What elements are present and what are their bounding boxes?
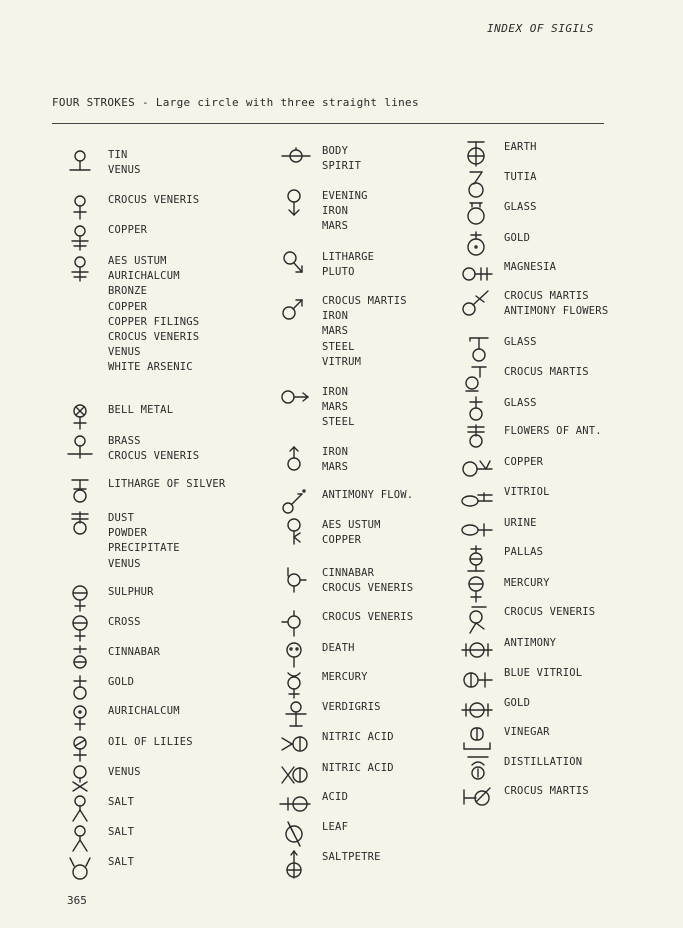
- entry-name: GLASS: [504, 397, 537, 409]
- circle-k-sigil-icon: [280, 518, 312, 548]
- double-bar-circle-sigil-icon: [66, 511, 98, 541]
- entry-name: IRON: [322, 310, 349, 323]
- entry-names: [108, 434, 199, 464]
- entry-names: [504, 260, 556, 275]
- dotted-venus-sigil-icon: [66, 704, 98, 734]
- entry-name: COPPER: [504, 456, 544, 468]
- oval-cross-sigil-icon: [462, 516, 494, 546]
- entry-names: [108, 511, 180, 572]
- entry-name: URINE: [504, 517, 537, 529]
- entry-name: ACID: [322, 791, 349, 803]
- entry-names: [504, 396, 537, 411]
- entry-names: [504, 289, 608, 319]
- entry-name: EVENING: [322, 190, 368, 202]
- entry-names: [504, 455, 543, 470]
- entry-name: DISTILLATION: [504, 756, 583, 768]
- slashed-circle-cross-sigil-icon: [66, 735, 98, 765]
- entry-names: [322, 144, 361, 174]
- venus-double-cross-sigil-icon: [66, 223, 98, 253]
- entry-names: [322, 850, 381, 865]
- entry-names: [322, 670, 368, 685]
- entry-name: COPPER: [322, 534, 362, 547]
- entry-names: [108, 477, 225, 492]
- entry-name: SULPHUR: [108, 586, 154, 598]
- entry-names: [322, 385, 355, 431]
- entry-names: [322, 790, 348, 805]
- entry-name: COPPER FILINGS: [108, 315, 200, 328]
- circle-up-arrow-sigil-icon: [280, 445, 312, 475]
- entry-name: BRASS: [108, 435, 141, 447]
- page-number: 365: [67, 894, 87, 907]
- circle-bar-cross-sigil-icon: [462, 666, 494, 696]
- circle-v-sigil-icon: [462, 455, 494, 485]
- circle-legs-sigil-icon: [66, 795, 98, 825]
- entry-names: [322, 761, 394, 776]
- entry-name: STEEL: [322, 416, 355, 429]
- entry-names: [322, 641, 355, 656]
- entry-names: [504, 605, 595, 620]
- entry-name: CROCUS VENERIS: [108, 194, 200, 206]
- entry-name: COPPER: [108, 224, 148, 236]
- bar-ended-circle-sigil-icon: [462, 636, 494, 666]
- entry-name: LITHARGE: [322, 251, 375, 263]
- entry-name: CROCUS MARTIS: [322, 295, 407, 307]
- entry-name: STEEL: [322, 340, 355, 353]
- entry-names: [504, 485, 550, 500]
- entry-name: VENUS: [108, 557, 141, 570]
- barred-circle-cross-sigil-icon: [66, 585, 98, 615]
- entry-name: IRON: [322, 446, 349, 458]
- entry-name: CROCUS VENERIS: [108, 331, 200, 344]
- entry-name: AURICHALCUM: [108, 270, 180, 283]
- entry-names: [322, 610, 413, 625]
- entry-name: WHITE ARSENIC: [108, 361, 193, 374]
- circle-double-bar-sigil-icon: [462, 260, 494, 290]
- entry-names: [108, 825, 134, 840]
- entry-names: [322, 488, 413, 503]
- entry-name: EARTH: [504, 141, 537, 153]
- entry-name: LEAF: [322, 821, 349, 833]
- entry-name: PRECIPITATE: [108, 542, 180, 555]
- entry-name: POWDER: [108, 527, 148, 540]
- entry-name: CINNABAR: [108, 646, 161, 658]
- cross-over-circle-sigil-icon: [66, 675, 98, 705]
- verdigris-sigil-icon: [280, 700, 312, 730]
- distillation-sigil-icon: [462, 755, 494, 785]
- entry-name: SPIRIT: [322, 160, 362, 173]
- entry-names: [108, 735, 193, 750]
- entry-name: VENUS: [108, 766, 141, 778]
- entry-name: DEATH: [322, 642, 355, 654]
- entry-name: AES USTUM: [108, 255, 167, 267]
- entry-name: VENUS: [108, 164, 141, 177]
- entry-name: VENUS: [108, 346, 141, 359]
- crossed-circle-cross-sigil-icon: [66, 403, 98, 433]
- entry-name: VITRUM: [322, 355, 362, 368]
- entry-name: SALT: [108, 826, 135, 838]
- entry-name: DUST: [108, 512, 135, 524]
- circle-diagonal-cross-sigil-icon: [462, 289, 494, 319]
- entry-names: [322, 730, 394, 745]
- entry-name: CROCUS VENERIS: [322, 582, 414, 595]
- circle-side-bar-sigil-icon: [280, 610, 312, 640]
- entry-name: FLOWERS OF ANT.: [504, 425, 602, 437]
- entry-name: SALT: [108, 796, 135, 808]
- entry-names: [322, 189, 368, 235]
- entry-name: CROCUS MARTIS: [504, 785, 589, 797]
- bar-ended-circle-sigil-icon: [462, 696, 494, 726]
- entry-name: TUTIA: [504, 171, 537, 183]
- double-bar-circle-sigil-icon: [462, 424, 494, 454]
- venus-long-base-sigil-icon: [66, 434, 98, 464]
- circle-legs-sigil-icon: [66, 825, 98, 855]
- entry-name: NITRIC ACID: [322, 762, 394, 774]
- entry-name: IRON: [322, 386, 349, 398]
- entry-name: BLUE VITRIOL: [504, 667, 583, 679]
- entry-names: [504, 696, 530, 711]
- entry-name: VERDIGRIS: [322, 701, 381, 713]
- venus-bar-sigil-icon: [66, 148, 98, 178]
- entry-name: BRONZE: [108, 285, 148, 298]
- entry-names: [322, 700, 381, 715]
- running-header: INDEX OF SIGILS: [487, 22, 594, 35]
- entry-names: [504, 170, 537, 185]
- entry-names: [504, 725, 550, 740]
- entry-name: PALLAS: [504, 546, 544, 558]
- entry-name: CROCUS VENERIS: [322, 611, 414, 623]
- venus-double-cross-sigil-icon: [66, 254, 98, 284]
- entry-names: [322, 820, 348, 835]
- earth-sigil-icon: [462, 140, 494, 170]
- entry-names: [504, 636, 556, 651]
- cross-barred-circle-sigil-icon: [280, 790, 312, 820]
- entry-name: MERCURY: [322, 671, 368, 683]
- entry-name: CROCUS VENERIS: [108, 450, 200, 463]
- venus-cross-sigil-icon: [66, 193, 98, 223]
- entry-name: SALTPETRE: [322, 851, 381, 863]
- entry-names: [504, 424, 602, 439]
- entry-name: AURICHALCUM: [108, 705, 180, 717]
- entry-name: GLASS: [504, 201, 537, 213]
- entry-name: MARS: [322, 220, 349, 233]
- entry-name: TIN: [108, 149, 128, 161]
- entry-name: MAGNESIA: [504, 261, 557, 273]
- entry-name: ANTIMONY: [504, 637, 557, 649]
- entry-name: MARS: [322, 325, 349, 338]
- entry-name: NITRIC ACID: [322, 731, 394, 743]
- entry-name: OIL OF LILIES: [108, 736, 193, 748]
- section-rule: [52, 123, 604, 124]
- entry-name: PLUTO: [322, 266, 355, 279]
- bar-over-barred-circle-sigil-icon: [66, 645, 98, 675]
- entry-names: [108, 795, 134, 810]
- entry-name: BODY: [322, 145, 349, 157]
- angle-circle-sigil-icon: [280, 730, 312, 760]
- tutia-sigil-icon: [462, 170, 494, 200]
- entry-names: [108, 645, 160, 660]
- oval-double-cross-sigil-icon: [462, 485, 494, 515]
- entry-names: [504, 516, 537, 531]
- leaf-circle-sigil-icon: [280, 820, 312, 850]
- entry-names: [108, 148, 141, 178]
- entry-names: [108, 254, 199, 376]
- entry-names: [108, 403, 173, 418]
- entry-names: [504, 755, 582, 770]
- entry-names: [504, 545, 543, 560]
- entry-name: GLASS: [504, 336, 537, 348]
- entry-name: ANTIMONY FLOW.: [322, 489, 414, 501]
- entry-name: GOLD: [108, 676, 135, 688]
- entry-name: BELL METAL: [108, 404, 174, 416]
- entry-names: [108, 193, 199, 208]
- eared-circle-sigil-icon: [462, 200, 494, 230]
- x-circle-sigil-icon: [66, 765, 98, 795]
- entry-name: GOLD: [504, 697, 531, 709]
- mercury-sigil-icon: [280, 670, 312, 700]
- entry-names: [322, 250, 374, 280]
- entry-names: [504, 784, 589, 799]
- entry-names: [504, 140, 537, 155]
- circle-right-arrow-sigil-icon: [280, 385, 312, 415]
- mars-sigil-icon: [280, 294, 312, 324]
- barred-circle-cross-sigil-icon: [462, 576, 494, 606]
- horned-circle-sigil-icon: [66, 855, 98, 885]
- entry-names: [504, 200, 537, 215]
- entry-name: CINNABAR: [322, 567, 375, 579]
- entry-name: VINEGAR: [504, 726, 550, 738]
- entry-name: VITRIOL: [504, 486, 550, 498]
- entry-name: SALT: [108, 856, 135, 868]
- mars-dot-sigil-icon: [280, 488, 312, 518]
- entry-name: AES USTUM: [322, 519, 381, 531]
- entry-names: [108, 223, 147, 238]
- circle-hook-sigil-icon: [280, 566, 312, 596]
- entry-names: [322, 518, 381, 548]
- barred-circle-cross-sigil-icon: [66, 615, 98, 645]
- entry-names: [504, 231, 530, 246]
- vinegar-sigil-icon: [462, 725, 494, 755]
- x-barred-circle-sigil-icon: [280, 761, 312, 791]
- bar-t-circle-sigil-icon: [66, 477, 98, 507]
- circle-slant-stem-sigil-icon: [462, 605, 494, 635]
- entry-name: MERCURY: [504, 577, 550, 589]
- entry-name: ANTIMONY FLOWERS: [504, 305, 609, 318]
- section-heading: FOUR STROKES - Large circle with three straight lines: [52, 96, 419, 109]
- entry-names: [504, 335, 537, 350]
- hooked-cross-circle-sigil-icon: [462, 335, 494, 365]
- face-circle-sigil-icon: [280, 641, 312, 671]
- entry-names: [322, 566, 413, 596]
- entry-name: GOLD: [504, 232, 531, 244]
- entry-name: LITHARGE OF SILVER: [108, 478, 226, 490]
- entry-name: CROCUS MARTIS: [504, 366, 589, 378]
- cross-over-circle-sigil-icon: [462, 396, 494, 426]
- entry-names: [108, 855, 134, 870]
- entry-names: [108, 675, 134, 690]
- entry-name: CROCUS MARTIS: [504, 290, 589, 302]
- arrow-barred-circle-sigil-icon: [280, 850, 312, 880]
- slanted-barred-circle-sigil-icon: [462, 784, 494, 814]
- entry-names: [108, 765, 141, 780]
- entry-name: MARS: [322, 401, 349, 414]
- entry-name: CROCUS VENERIS: [504, 606, 596, 618]
- bar-through-circle-sigil-icon: [280, 144, 312, 174]
- circle-arrow-down-sigil-icon: [280, 189, 312, 219]
- entry-names: [504, 576, 550, 591]
- entry-name: CROSS: [108, 616, 141, 628]
- entry-name: IRON: [322, 205, 349, 218]
- entry-names: [504, 365, 589, 380]
- entry-names: [504, 666, 582, 681]
- entry-names: [108, 585, 154, 600]
- entry-names: [108, 615, 141, 630]
- entry-names: [108, 704, 180, 719]
- pallas-sigil-icon: [462, 545, 494, 575]
- dotted-circle-cross-sigil-icon: [462, 231, 494, 261]
- entry-names: [322, 445, 348, 475]
- circle-diagonal-arrow-sigil-icon: [280, 250, 312, 280]
- entry-name: COPPER: [108, 300, 148, 313]
- circle-cross-offset-sigil-icon: [462, 365, 494, 395]
- entry-name: MARS: [322, 461, 349, 474]
- entry-names: [322, 294, 407, 370]
